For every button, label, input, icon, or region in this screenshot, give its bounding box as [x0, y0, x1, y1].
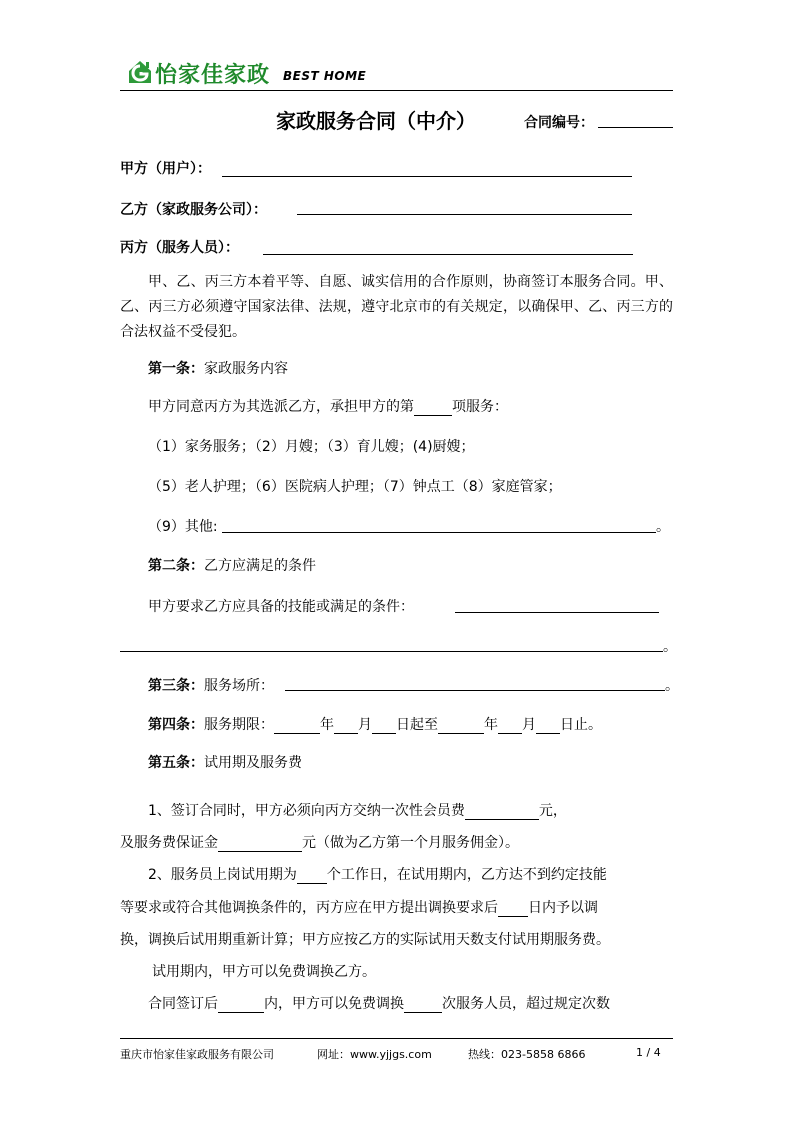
article-2-heading: 第二条：乙方应满足的条件: [148, 558, 316, 574]
house-logo-icon: [127, 59, 153, 85]
header-divider: [120, 90, 673, 91]
replace-days-field[interactable]: [498, 900, 528, 917]
article-5-p1a: 1、签订合同时，甲方必须向丙方交纳一次性会员费 元，: [148, 803, 567, 819]
article-1-line: 甲方同意丙方为其选派乙方，承担甲方的第 项服务：: [148, 399, 508, 415]
service-options-1: （1）家务服务；（2）月嫂；（3）育儿嫂；(4)厨嫂；: [148, 439, 475, 455]
article-5-p2b: 等要求或符合其他调换条件的，丙方应在甲方提出调换要求后 日内予以调: [120, 900, 598, 916]
logo-text: 怡家佳家政: [155, 63, 271, 88]
logo-english-text: BEST HOME: [283, 69, 367, 83]
party-b-label: 乙方（家政服务公司）：: [120, 202, 267, 218]
trial-days-field[interactable]: [297, 867, 327, 884]
start-month-field[interactable]: [334, 717, 358, 734]
service-location-field[interactable]: [285, 690, 665, 691]
membership-fee-field[interactable]: [465, 803, 539, 820]
article-4-line: 第四条：服务期限： 年 月 日起至 年 月 日止。: [148, 717, 602, 733]
article-5-p2c: 换，调换后试用期重新计算；甲方应按乙方的实际试用天数支付试用期服务费。: [120, 932, 610, 948]
party-b-field[interactable]: [297, 214, 632, 215]
article-3-end-mark: 。: [665, 678, 679, 694]
article-5-p1b: 及服务费保证金 元（做为乙方第一个月服务佣金）。: [120, 835, 519, 851]
party-a-label: 甲方（用户）：: [120, 161, 211, 177]
article-5-p3: 试用期内，甲方可以免费调换乙方。: [152, 964, 376, 980]
footer-website: 网址：www.yjjgs.com: [317, 1048, 432, 1061]
deposit-field[interactable]: [218, 835, 302, 852]
article-1-heading: 第一条：家政服务内容: [148, 361, 288, 377]
article-5-heading: 第五条：试用期及服务费: [148, 755, 302, 771]
article-5-p4: 合同签订后 内，甲方可以免费调换 次服务人员，超过规定次数: [148, 996, 610, 1012]
end-month-field[interactable]: [498, 717, 522, 734]
service-options-2: （5）老人护理；（6）医院病人护理；（7）钟点工（8）家庭管家；: [148, 479, 562, 495]
footer-hotline: 热线：023-5858 6866: [468, 1048, 586, 1061]
conditions-field-1[interactable]: [455, 612, 659, 613]
intro-paragraph: 甲、乙、丙三方本着平等、自愿、诚实信用的合作原则，协商签订本服务合同。甲、乙、丙三方必须遵守国家法律、法规，遵守北京市的有关规定，以确保甲、乙、丙三方的合法权益不受侵犯。: [120, 274, 673, 340]
contract-number-label: 合同编号：: [524, 115, 594, 131]
start-day-field[interactable]: [372, 717, 396, 734]
article-2-end-mark: 。: [663, 639, 677, 655]
article-3-heading: 第三条：服务场所：: [148, 678, 274, 694]
conditions-field-2[interactable]: [120, 651, 663, 652]
service-item-field[interactable]: [414, 399, 452, 416]
free-replace-period-field[interactable]: [218, 996, 264, 1013]
service-other-label: （9）其他:: [148, 519, 218, 535]
end-day-field[interactable]: [536, 717, 560, 734]
service-other-field[interactable]: [222, 532, 656, 533]
article-5-p2a: 2、服务员上岗试用期为 个工作日，在试用期内，乙方达不到约定技能: [148, 867, 607, 883]
article-2-line: 甲方要求乙方应具备的技能或满足的条件：: [148, 599, 414, 615]
contract-number-field[interactable]: [598, 127, 673, 128]
end-year-field[interactable]: [438, 717, 484, 734]
party-c-field[interactable]: [263, 254, 633, 255]
article-1-end-mark: 。: [656, 519, 670, 535]
free-replace-count-field[interactable]: [404, 996, 442, 1013]
party-a-field[interactable]: [222, 176, 632, 177]
footer-divider: [120, 1038, 673, 1039]
page-title: 家政服务合同（中介）: [276, 109, 476, 133]
page-number: 1 / 4: [636, 1046, 661, 1059]
party-c-label: 丙方（服务人员）：: [120, 240, 239, 256]
start-year-field[interactable]: [274, 717, 320, 734]
footer-company: 重庆市怡家佳家政服务有限公司: [120, 1048, 274, 1061]
